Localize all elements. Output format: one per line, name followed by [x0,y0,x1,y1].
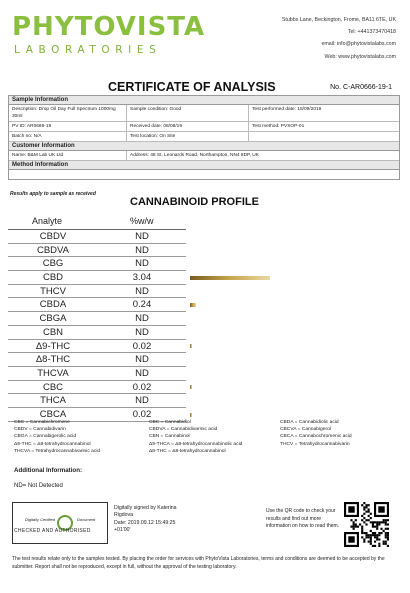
table-row [8,312,186,326]
address-block [282,14,396,63]
page-title: CERTIFICATE OF ANALYSIS [108,80,276,94]
legend-entry: CBDA = Cannabidiolic acid [280,420,339,425]
legend-entry: CBC = Cannabichromene [14,420,70,425]
info-row [9,132,399,142]
signature-line: +01'00' [114,526,131,533]
analyte-cell: CBC [42,381,64,393]
value-cell: ND [135,326,149,338]
test-method: Test method: PVSOP-01 [252,124,305,129]
analyte-cell: CBG [42,258,64,270]
legend-entry [280,448,400,455]
analyte-cell: CBDV [39,231,67,242]
info-table [8,95,400,180]
footer-disclaimer: The test results relate only to the samples tested. By placing the order for services with PhytoVista Laboratories, terms and conditions are deemed to be accepted by the submitter. Report shall not be reproduced, except in full, without the approval of the testing laboratory. [12,556,385,570]
method-info-body [9,170,399,179]
value-cell: ND [135,244,149,256]
pv-id: PV ID: AR0666-19 [9,122,127,131]
logo-sub: LABORATORIES [14,44,162,56]
table-row [8,367,186,381]
analyte-cell: CBD [42,272,64,284]
value-cell: ND [135,395,149,407]
certificate-number: No. C-AR0666-19-1 [330,84,392,91]
customer-info-heading: Customer Information [9,142,399,151]
legend-entry: Δ9-THCA = Δ9-tetrahydrocannabinolic acid [149,441,243,447]
value-cell: 0.02 [132,408,152,420]
signature-line: Digitally signed by Katerina [114,505,177,511]
bar-Δ9-THC [190,344,192,348]
info-row [9,151,399,161]
legend-entry: CBCA = Cannabochromenic acid [280,434,352,440]
analyte-cell: CBN [42,326,64,338]
table-row [8,353,186,367]
value-cell: ND [135,354,149,366]
table-row [8,340,186,354]
sample-info-heading: Sample Information [9,96,399,105]
table-row [8,298,186,312]
bar-chart [190,230,400,410]
legend-entry: CBDV = Cannabidivarin [14,427,66,433]
legend-entry: THCV = Tetrahydrocannabivarin [280,441,350,447]
legend-entry: THCVA = Tetrahydrocannabivarinic acid [14,448,101,454]
value-cell: 0.24 [132,299,152,311]
empty-cell [249,132,399,141]
legend-entry: Δ8-THC = Δ8-tetrahydrocannabinol [149,448,226,454]
table-row [8,257,186,271]
analyte-cell: Δ9-THC [35,340,71,352]
legend-row [14,441,400,448]
value-cell: 0.02 [132,381,152,393]
customer-address: Address: 48 St. Leonards Road, Northampton, NN4 8DP, UK [130,153,259,158]
bar-CBCA [190,413,192,417]
analyte-cell: THCA [40,395,66,407]
legend-entry: Δ9-THC = Δ9-tetrahydrocannabinol [14,441,91,447]
batch-no: Batch no: N/A [9,132,127,141]
stamp-caption: CHECKED AND AUTHORISED [14,528,91,534]
test-date: Test performed date: 15/09/2019 [252,107,322,112]
digital-signature [114,505,177,534]
legend-row [14,426,400,433]
bar-CBDA [190,303,196,307]
legend-row [14,419,400,426]
received-date: Received date: 08/08/19 [127,122,249,131]
value-cell: 3.04 [132,272,152,284]
analyte-cell: CBDA [39,299,67,311]
legend-entry: CBCVA = Cannabigerol [280,427,331,433]
authorisation-stamp [12,502,108,544]
address-line: Stubbs Lane, Beckington, Frome, BA11 6TE, UK [281,17,396,23]
legend-row [14,448,400,455]
customer-name: Name: B&M Lab UK Ltd [9,151,127,160]
table-header [8,216,186,230]
table-row [8,285,186,299]
table-row [8,271,186,285]
info-row [9,105,399,122]
sample-description: Description: Drop Oil Day Full Spectrum 1000mg 30ml [9,105,127,121]
email-line: email: info@phytovistalabs.com [321,41,396,48]
value-cell: ND [135,313,149,325]
table-row [8,326,186,340]
info-row [9,122,399,132]
value-cell: ND [135,258,149,270]
abbreviation-legend [14,419,400,455]
profile-title: CANNABINOID PROFILE [130,196,259,208]
sample-condition: Sample condition: Good [127,105,249,121]
stamp-left-text: Digitally Certified [25,517,56,522]
value-header: %w/w [130,216,154,226]
table-row [8,244,186,258]
nd-definition: ND= Not Detected [14,483,63,489]
legend-entry: CBGA = Cannabigerolic acid [14,434,77,440]
analyte-cell: CBGA [39,313,67,325]
value-cell: ND [135,231,149,242]
cannabinoid-table [8,216,186,422]
method-info-heading: Method Information [9,161,399,170]
qr-instructions: Use the QR code to check your results and find out more information on how to read them. [266,508,340,530]
signature-line: Date: 2019.09.12 15:49:25 [114,519,176,526]
analyte-cell: THCVA [37,367,69,379]
additional-info-heading: Additional Information: [14,467,83,474]
bar-CBC [190,385,192,389]
table-row [8,394,186,408]
legend-entry: CBDVA = Cannabidivarinic acid [149,427,218,433]
bar-CBD [190,276,270,280]
analyte-header: Analyte [32,216,63,226]
value-cell: 0.02 [132,340,152,352]
signature-line: Rigdova [114,512,134,519]
web-line: Web: www.phytovistalabs.com [324,53,396,60]
test-location: Test location: On Site [127,132,249,141]
analyte-cell: Δ8-THC [35,354,71,366]
logo-main: PHYTOVISTA [12,12,206,42]
legend-entry: CBN = Cannabinol [149,434,190,440]
analyte-cell: THCV [40,285,66,297]
analyte-cell: CBDVA [36,244,70,256]
value-cell: ND [135,367,149,379]
value-cell: ND [135,285,149,297]
legend-row [14,433,400,440]
results-note: Results apply to sample as received [10,191,96,197]
table-row [8,381,186,395]
stamp-right-text: Document [77,517,96,522]
legend-entry: CBC = Cannabidiol [149,420,191,425]
table-row [8,230,186,244]
phone-line: Tel: +441373470418 [347,29,396,36]
qr-code-icon[interactable] [344,502,389,547]
analyte-cell: CBCA [39,408,67,420]
